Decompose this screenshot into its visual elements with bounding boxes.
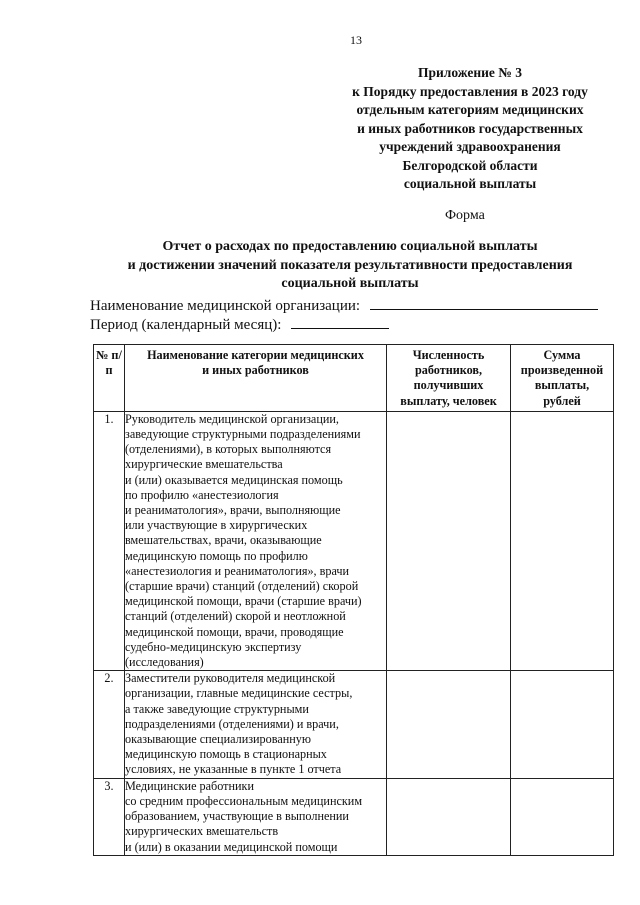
header-sum-line: произведенной: [520, 363, 604, 378]
row-text-line: и реаниматология», врачи, выполняющие: [125, 503, 341, 518]
table-row: [94, 778, 614, 855]
row-text-line: медицинской помощи, врачи, проводящие: [125, 624, 344, 639]
header-sum-line: рублей: [543, 393, 581, 408]
report-title-line: Отчет о расходах по предоставлению социальной выплаты: [162, 239, 538, 254]
header-count-line: получивших: [413, 378, 484, 393]
row-text-line: Медицинские работники: [125, 778, 254, 793]
header-sum-line: Сумма: [543, 348, 581, 362]
row-text-line: образованием, участвующие в выполнении: [125, 809, 349, 824]
row-count-cell[interactable]: [387, 671, 511, 778]
row-text-line: Руководитель медицинской организации,: [125, 411, 339, 426]
period-label: Период (календарный месяц):: [90, 317, 282, 333]
row-sum-cell[interactable]: [511, 411, 614, 670]
header-count: [387, 345, 511, 412]
report-title-line: и достижении значений показателя результативности предоставления: [127, 257, 573, 273]
header-sum-line: выплаты,: [534, 378, 590, 393]
report-title: [60, 238, 640, 294]
header-name-line: и иных работников: [202, 363, 309, 378]
row-text-line: подразделениями (отделениями) и врачи,: [125, 716, 339, 731]
report-table: [93, 344, 614, 856]
row-number: 2.: [94, 671, 125, 778]
appendix-line: и иных работников государственных: [357, 120, 583, 136]
row-text-line: хирургические вмешательства: [125, 457, 283, 472]
row-text-line: заведующие структурными подразделениями: [125, 427, 361, 442]
row-text-line: со средним профессиональным медицинским: [125, 793, 363, 808]
header-count-line: выплату, человек: [400, 393, 497, 408]
appendix-line: Приложение № 3: [418, 65, 522, 80]
organization-blank-line[interactable]: [370, 295, 598, 310]
header-name-line: Наименование категории медицинских: [147, 348, 364, 362]
row-text-line: вмешательствах, врачи, оказывающие: [125, 533, 322, 548]
appendix-line: отдельным категориям медицинских: [356, 102, 584, 117]
page-number: 13: [350, 33, 362, 47]
row-text-line: (отделениями), в которых выполняются: [125, 442, 332, 457]
row-text-line: судебно-медицинскую экспертизу: [125, 639, 302, 654]
appendix-line: к Порядку предоставления в 2023 году: [352, 83, 588, 99]
row-text-line: медицинскую помощь в стационарных: [125, 747, 327, 762]
row-sum-cell[interactable]: [511, 778, 614, 855]
row-text-line: «анестезиология и реаниматология», врачи: [125, 563, 350, 578]
header-name: [125, 345, 387, 412]
header-num: № п/п: [94, 345, 125, 412]
header-count-line: Численность: [412, 348, 485, 362]
row-text-line: (исследования): [125, 655, 204, 670]
appendix-line: учреждений здравоохранения: [379, 139, 561, 154]
row-text-line: медицинской помощи, врачи (старшие врачи): [125, 594, 362, 609]
row-text-line: оказывающие специализированную: [125, 732, 311, 747]
period-blank-line[interactable]: [291, 314, 389, 329]
row-text-line: станций (отделений) скорой и неотложной: [125, 609, 346, 624]
organization-label: Наименование медицинской организации:: [90, 298, 361, 314]
table-header-row: [94, 345, 614, 412]
row-count-cell[interactable]: [387, 411, 511, 670]
table-row: [94, 671, 614, 778]
row-number: 3.: [94, 778, 125, 855]
row-text-line: организации, главные медицинские сестры,: [125, 686, 353, 701]
row-text-line: (старшие врачи) станций (отделений) скорой: [125, 579, 359, 594]
period-field: [90, 314, 389, 334]
row-category-name: [125, 671, 387, 778]
appendix-line: Белгородской области: [402, 157, 538, 173]
row-text-line: или участвующие в хирургических: [125, 518, 308, 533]
row-number: 1.: [94, 411, 125, 670]
row-category-name: [125, 778, 387, 855]
row-text-line: по профилю «анестезиология: [125, 487, 279, 502]
row-text-line: Заместители руководителя медицинской: [125, 671, 336, 686]
row-text-line: условиях, не указанные в пункте 1 отчета: [125, 762, 342, 777]
appendix-header: [320, 64, 620, 194]
appendix-line: социальной выплаты: [403, 176, 537, 191]
row-text-line: хирургических вмешательств: [125, 824, 279, 839]
row-count-cell[interactable]: [387, 778, 511, 855]
row-sum-cell[interactable]: [511, 671, 614, 778]
row-text-line: и (или) в оказании медицинской помощи: [125, 839, 338, 854]
row-text-line: медицинскую помощь по профилю: [125, 548, 308, 563]
organization-field: [90, 295, 598, 315]
row-text-line: а также заведующие структурными: [125, 701, 309, 716]
row-text-line: и (или) оказывается медицинская помощь: [125, 472, 343, 487]
report-title-line: социальной выплаты: [281, 276, 419, 291]
header-sum: [511, 345, 614, 412]
header-count-line: работников,: [414, 363, 483, 378]
form-label: Форма: [445, 208, 485, 223]
table-row: [94, 411, 614, 670]
row-category-name: [125, 411, 387, 670]
